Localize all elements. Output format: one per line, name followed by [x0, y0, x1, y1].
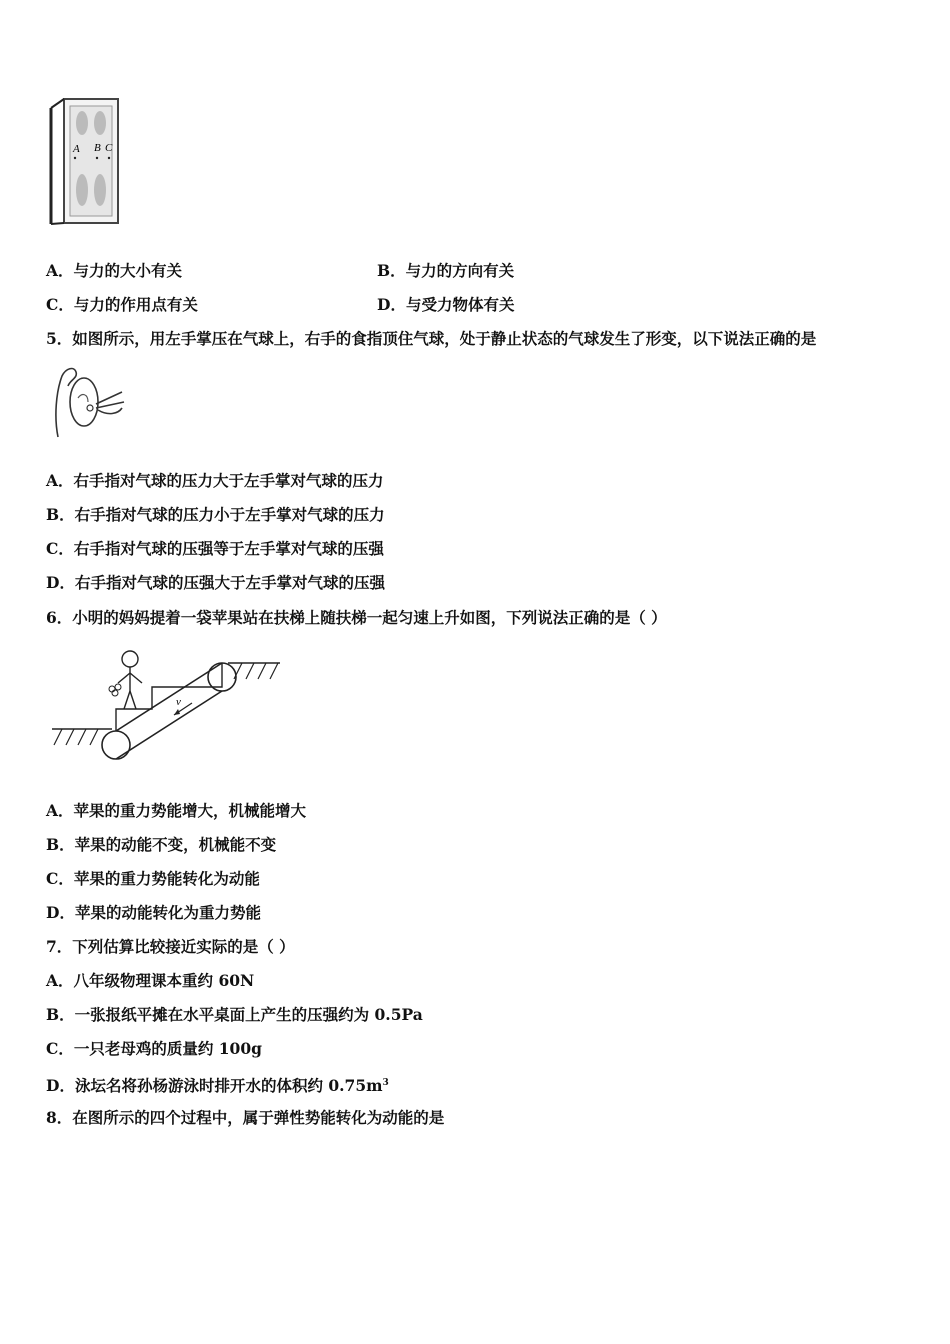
q7-option-c[interactable]: C．一只老母鸡的质量约 100g: [46, 1039, 262, 1058]
q6-option-b[interactable]: B．苹果的动能不变，机械能不变: [46, 835, 277, 854]
q8-stem: 8．在图所示的四个过程中，属于弹性势能转化为动能的是: [46, 1108, 445, 1127]
q6-option-a[interactable]: A．苹果的重力势能增大，机械能增大: [46, 801, 307, 820]
q7-stem: 7．下列估算比较接近实际的是（ ）: [46, 937, 295, 956]
balloon-figure: [48, 362, 128, 442]
q5-option-d[interactable]: D．右手指对气球的压强大于左手掌对气球的压强: [46, 573, 385, 592]
q7-option-b[interactable]: B．一张报纸平摊在水平桌面上产生的压强约为 0.5Pa: [46, 1005, 423, 1024]
q6-option-c[interactable]: C．苹果的重力势能转化为动能: [46, 869, 260, 888]
q4-option-c[interactable]: C．与力的作用点有关: [46, 295, 198, 314]
q6-stem: 6．小明的妈妈提着一袋苹果站在扶梯上随扶梯一起匀速上升如图，下列说法正确的是（ ）: [46, 608, 667, 627]
door-label-b: B: [94, 142, 101, 154]
q5-option-c[interactable]: C．右手指对气球的压强等于左手掌对气球的压强: [46, 539, 384, 558]
cubic-superscript: 3: [382, 1078, 389, 1088]
q5-option-a[interactable]: A．右手指对气球的压力大于左手掌对气球的压力: [46, 471, 384, 490]
escalator-figure: [52, 645, 284, 763]
door-figure: [46, 96, 122, 230]
door-label-c: C: [105, 142, 113, 154]
q4-option-a[interactable]: A．与力的大小有关: [46, 261, 183, 280]
q5-stem: 5．如图所示，用左手掌压在气球上，右手的食指顶住气球，处于静止状态的气球发生了形变，以下说法正确的是: [46, 329, 817, 348]
q6-option-d[interactable]: D．苹果的动能转化为重力势能: [46, 903, 261, 922]
door-label-a: A: [73, 143, 80, 155]
q5-option-b[interactable]: B．右手指对气球的压力小于左手掌对气球的压力: [46, 505, 385, 524]
q4-option-d[interactable]: D．与受力物体有关: [377, 295, 515, 314]
q7-option-d[interactable]: D．泳坛名将孙杨游泳时排开水的体积约 $0.75m^3$: [46, 1076, 389, 1095]
velocity-label: v: [176, 696, 181, 708]
q7-option-a[interactable]: A．八年级物理课本重约 60N: [46, 971, 255, 990]
q4-option-b[interactable]: B．与力的方向有关: [377, 261, 515, 280]
